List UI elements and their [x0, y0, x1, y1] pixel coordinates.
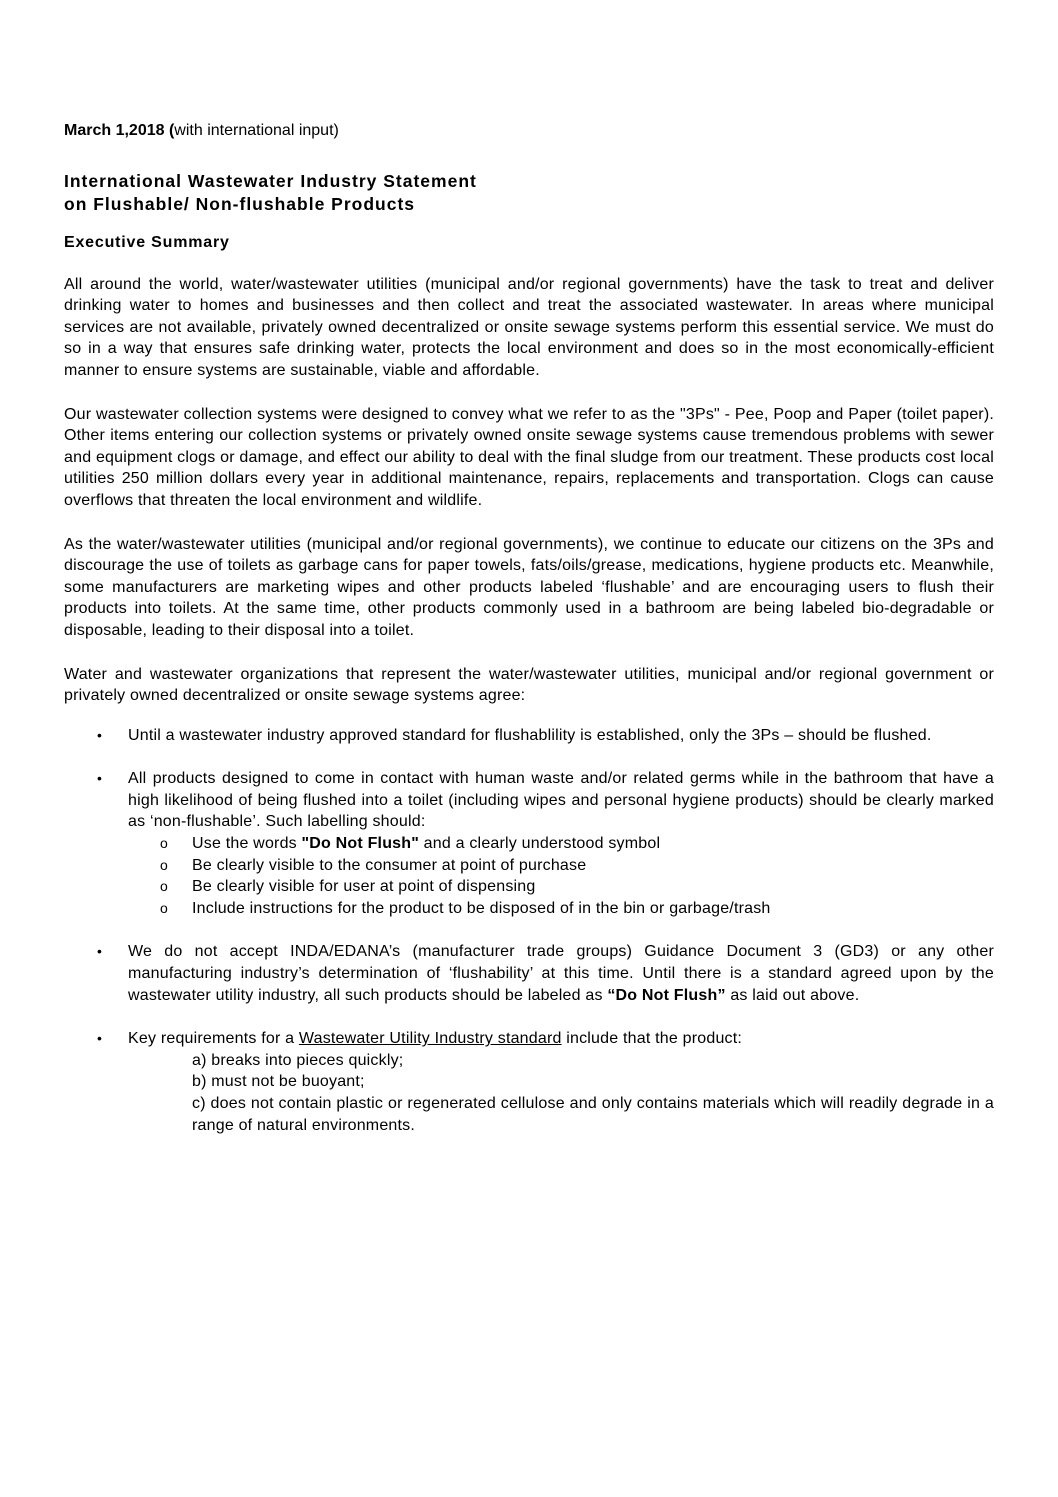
bullet-text: We do not accept INDA/EDANA’s (manufacturer trade groups) Guidance Document 3 (GD3) or any other manufacturing industry’s determination of ‘flushability’ at this time. Until there is a standard agreed upon by the wastewater utility industry, all such products should be labeled as [128, 943, 994, 1004]
bullet-marker: • [97, 726, 103, 743]
list-item [64, 768, 994, 919]
document-page [64, 120, 994, 1158]
bullet-text: Until a wastewater industry approved standard for flushablility is established, only the 3Ps – should be flushed. [128, 726, 932, 744]
title-line-2: on Flushable/ Non-flushable Products [64, 194, 416, 214]
date-note: with international input) [174, 122, 339, 139]
bullet-marker: • [97, 770, 103, 787]
requirement-item: a) breaks into pieces quickly; [192, 1051, 404, 1069]
requirements-list [128, 1050, 994, 1136]
sub-list-item [128, 876, 994, 898]
section-heading: Executive Summary [64, 234, 230, 251]
sub-bullet-marker: o [160, 856, 168, 873]
bullet-marker: • [97, 943, 103, 960]
paragraph-education: As the water/wastewater utilities (municipal and/or regional governments), we continue to educate our citizens on the 3Ps and discourage the use of toilets as garbage cans for paper towels, fats/oils/grease, medications, hygiene products etc. Meanwhile, some manufacturers are marketing wipes and other products labeled ‘flushable’ and are encouraging users to flush their products into toilets. At the same time, other products commonly used in a bathroom are being labeled bio-degradable or disposable, leading to their disposal into a toilet. [64, 535, 994, 639]
agreement-list [64, 725, 994, 1137]
bullet-text-suffix: as laid out above. [725, 986, 860, 1004]
sub-text: Be clearly visible for user at point of dispensing [192, 878, 536, 896]
date-line [64, 120, 994, 142]
do-not-flush-phrase: "Do Not Flush" [301, 835, 420, 853]
sub-list-item [128, 855, 994, 877]
paragraph-agreement: Water and wastewater organizations that represent the water/wastewater utilities, municipal and/or regional government or privately owned decentralized or onsite sewage systems agree: [64, 665, 994, 705]
sub-list-item [128, 833, 994, 855]
bullet-marker: • [97, 1030, 103, 1047]
bullet-text-suffix: include that the product: [561, 1030, 743, 1048]
list-item [64, 1028, 994, 1136]
sub-bullet-marker: o [160, 835, 168, 852]
sub-bullet-marker: o [160, 899, 168, 916]
sub-bullet-marker: o [160, 878, 168, 895]
list-item [64, 941, 994, 1006]
list-item [64, 725, 994, 747]
sub-text: Be clearly visible to the consumer at point of purchase [192, 856, 587, 874]
requirement-item: b) must not be buoyant; [192, 1073, 365, 1091]
bullet-text: All products designed to come in contact with human waste and/or related germs while in the bathroom that have a high likelihood of being flushed into a toilet (including wipes and personal hygiene products) should be clearly marked as ‘non-flushable’. Such labelling should: [128, 770, 994, 831]
sub-text-prefix: Use the words [192, 835, 302, 853]
title-line-1: International Wastewater Industry Statement [64, 171, 477, 191]
date-paren: ( [164, 122, 175, 139]
paragraph-3ps: Our wastewater collection systems were designed to convey what we refer to as the "3Ps" - Pee, Poop and Paper (toilet paper). Other items entering our collection systems or privately owned onsite sewage systems cause tremendous problems with sewer and equipment clogs or damage, and effect our ability to deal with the final sludge from our treatment. These products cost local utilities 250 million dollars every year in additional maintenance, repairs, replacements and transportation. Clogs can cause overflows that threaten the local environment and wildlife. [64, 405, 994, 509]
sub-text-suffix: and a clearly understood symbol [419, 835, 661, 853]
paragraph-intro: All around the world, water/wastewater utilities (municipal and/or regional governments) have the task to treat and deliver drinking water to homes and businesses and then collect and treat the associated wastewater. In areas where municipal services are not available, privately owned decentralized or onsite sewage systems perform this essential service. We must do so in a way that ensures safe drinking water, protects the local environment and does so in the most economically-efficient manner to ensure systems are sustainable, viable and affordable. [64, 275, 994, 379]
requirement-item: c) does not contain plastic or regenerated cellulose and only contains materials which will readily degrade in a range of natural environments. [192, 1095, 994, 1134]
standard-link[interactable]: Wastewater Utility Industry standard [298, 1030, 562, 1048]
do-not-flush-phrase: “Do Not Flush” [607, 986, 726, 1004]
sub-list-item [128, 898, 994, 920]
date: March 1,2018 [64, 122, 165, 139]
bullet-text-prefix: Key requirements for a [128, 1030, 299, 1048]
labelling-sublist [128, 833, 994, 919]
sub-text: Include instructions for the product to be disposed of in the bin or garbage/trash [192, 899, 771, 917]
document-title [64, 170, 994, 216]
